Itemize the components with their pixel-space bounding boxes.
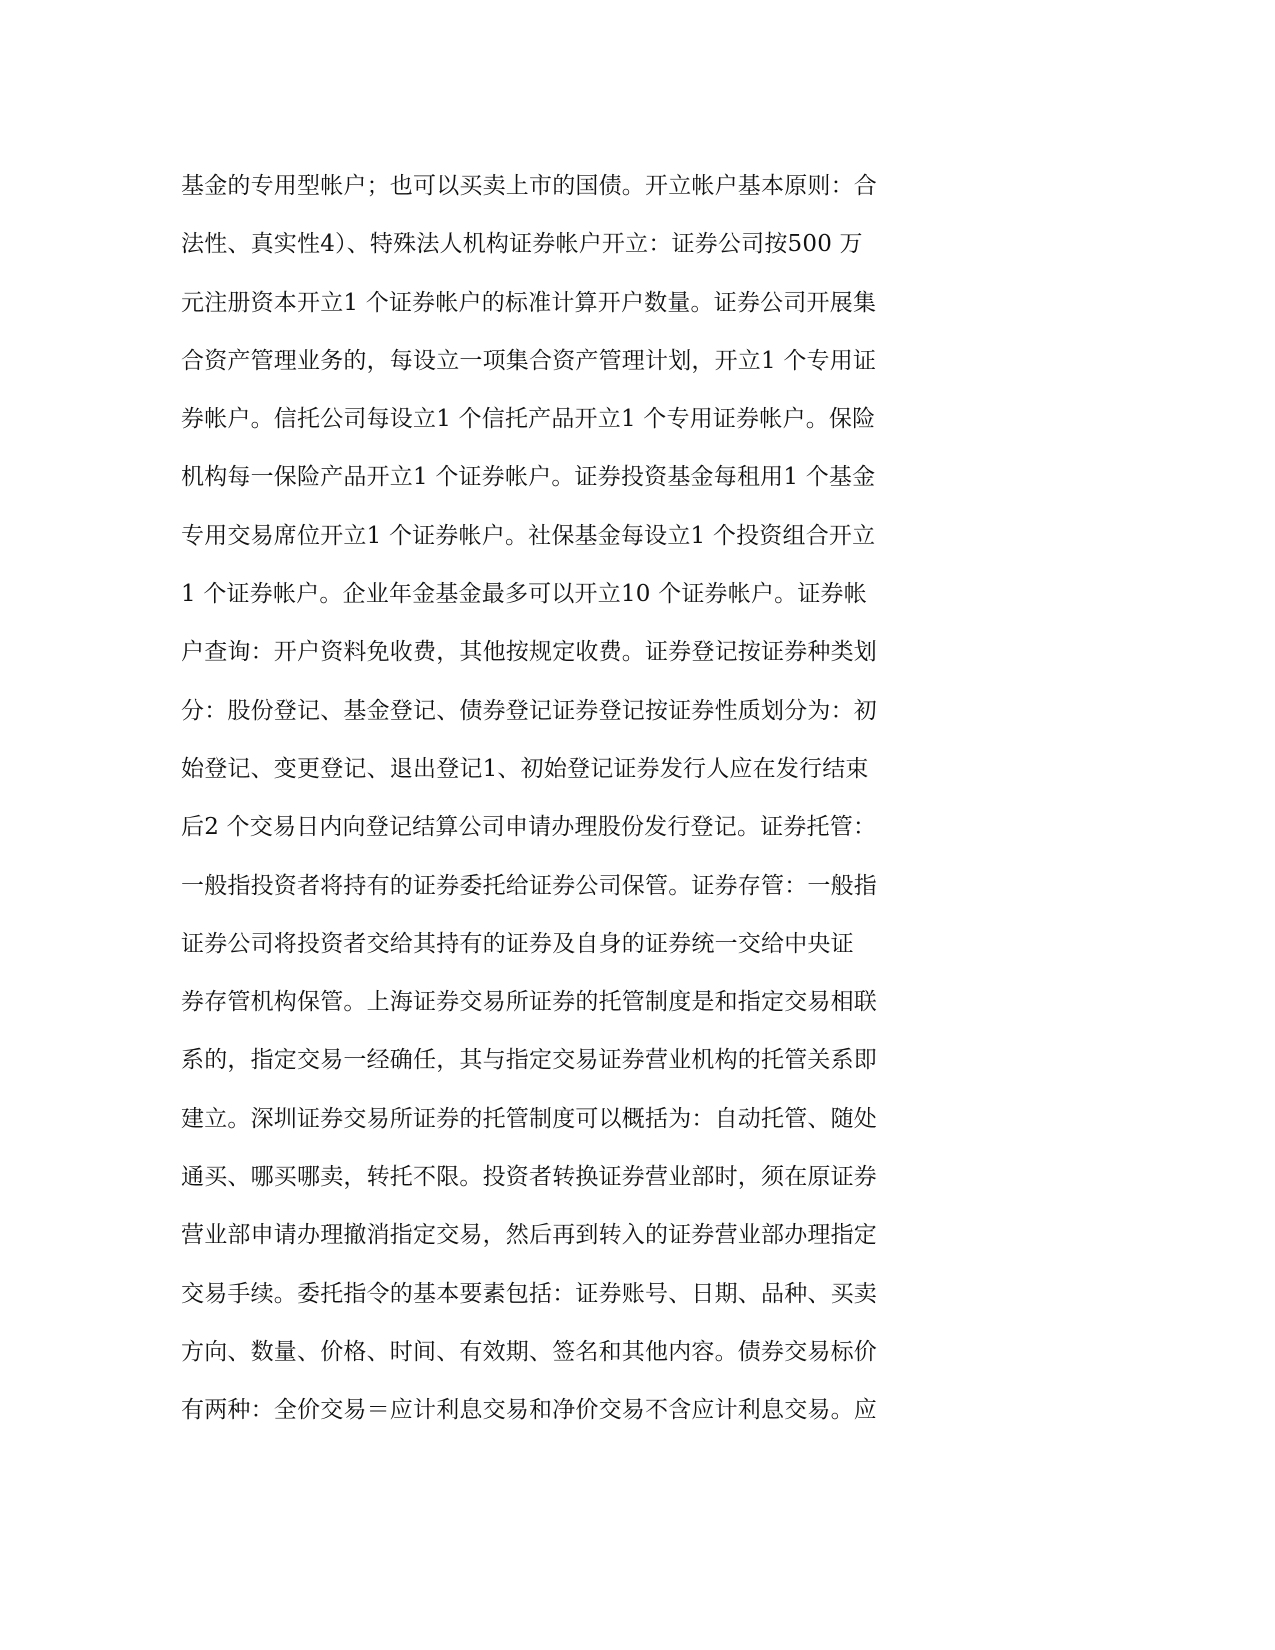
- text-line: 分：股份登记、基金登记、债券登记证券登记按证券性质划分为：初: [181, 697, 877, 724]
- text-line: 建立。深圳证券交易所证券的托管制度可以概括为：自动托管、随处: [181, 1105, 877, 1132]
- text-line: 专用交易席位开立1 个证券帐户。社保基金每设立1 个投资组合开立: [181, 522, 876, 549]
- text-line: 通买、哪买哪卖，转托不限。投资者转换证券营业部时，须在原证券: [181, 1164, 877, 1191]
- text-line: 证券公司将投资者交给其持有的证券及自身的证券统一交给中央证: [181, 930, 854, 957]
- text-line: 后2 个交易日内向登记结算公司申请办理股份发行登记。证券托管：: [181, 814, 877, 841]
- text-line: 合资产管理业务的，每设立一项集合资产管理计划，开立1 个专用证: [181, 347, 877, 374]
- text-line: 基金的专用型帐户；也可以买卖上市的国债。开立帐户基本原则：合: [181, 173, 877, 199]
- text-line: 方向、数量、价格、时间、有效期、签名和其他内容。债券交易标价: [181, 1338, 877, 1365]
- text-line: 元注册资本开立1 个证券帐户的标准计算开户数量。证券公司开展集: [181, 289, 877, 316]
- text-line: 1 个证券帐户。企业年金基金最多可以开立10 个证券帐户。证券帐: [181, 581, 867, 608]
- text-line: 户查询：开户资料免收费，其他按规定收费。证券登记按证券种类划: [181, 639, 877, 666]
- text-line: 有两种：全价交易＝应计利息交易和净价交易不含应计利息交易。应: [181, 1397, 877, 1424]
- text-line: 券存管机构保管。上海证券交易所证券的托管制度是和指定交易相联: [181, 989, 877, 1016]
- text-line: 一般指投资者将持有的证券委托给证券公司保管。证券存管：一般指: [181, 872, 877, 899]
- text-line: 始登记、变更登记、退出登记1、初始登记证券发行人应在发行结束: [181, 755, 869, 782]
- text-line: 法性、真实性4）、特殊法人机构证券帐户开立：证券公司按500 万: [181, 231, 863, 258]
- text-line: 交易手续。委托指令的基本要素包括：证券账号、日期、品种、买卖: [181, 1280, 877, 1307]
- text-line: 营业部申请办理撤消指定交易，然后再到转入的证券营业部办理指定: [181, 1222, 877, 1249]
- text-line: 券帐户。信托公司每设立1 个信托产品开立1 个专用证券帐户。保险: [181, 406, 876, 433]
- text-line: 系的，指定交易一经确任，其与指定交易证券营业机构的托管关系即: [181, 1047, 877, 1074]
- body-text: [181, 168, 911, 1451]
- text-line: 机构每一保险产品开立1 个证券帐户。证券投资基金每租用1 个基金: [181, 464, 876, 491]
